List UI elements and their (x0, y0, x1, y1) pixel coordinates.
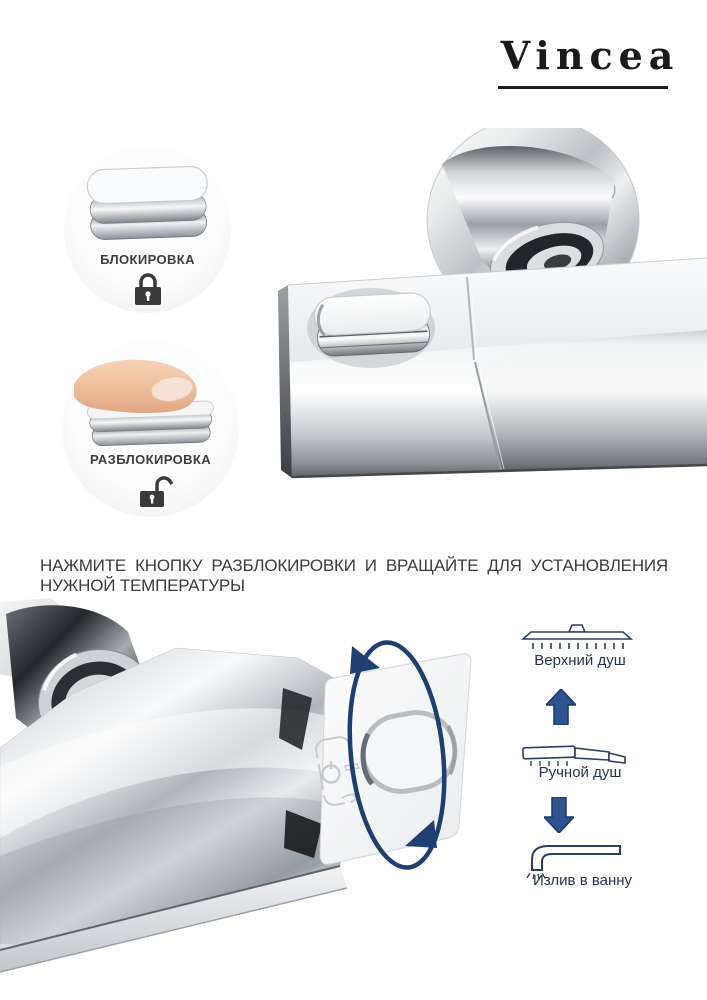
chrome-button-raised (80, 164, 216, 244)
finger-pressing-chrome-button (74, 358, 226, 453)
overhead-shower-icon (517, 623, 637, 653)
mode-label-spout: Излив в ванну (532, 872, 633, 889)
bottom-faucet-photo (0, 598, 480, 1000)
arrow-up-icon (546, 689, 576, 725)
arrow-down-icon (544, 797, 574, 833)
lock-button (313, 292, 432, 357)
callout-unlock-label: РАЗБЛОКИРОВКА (89, 452, 212, 467)
instruction-line-1: НАЖМИТЕ КНОПКУ РАЗБЛОКИРОВКИ И ВРАЩАЙТЕ ДЛЯ УСТАНОВЛЕНИЯ (40, 556, 668, 575)
brand-logo-underline (498, 86, 668, 89)
instruction-line-2: НУЖНОЙ ТЕМПЕРАТУРЫ (40, 576, 245, 595)
lock-open-icon (132, 470, 174, 510)
callout-unlock (62, 340, 239, 517)
mode-label-hand: Ручной душ (538, 764, 622, 781)
lock-closed-icon (130, 270, 166, 308)
brand-logo: Vincea (500, 33, 680, 78)
top-faucet-photo (270, 128, 707, 525)
mode-label-overhead: Верхний душ (534, 652, 626, 669)
callout-lock (64, 146, 231, 313)
instruction-text (40, 556, 668, 596)
callout-lock-label: БЛОКИРОВКА (100, 252, 195, 267)
